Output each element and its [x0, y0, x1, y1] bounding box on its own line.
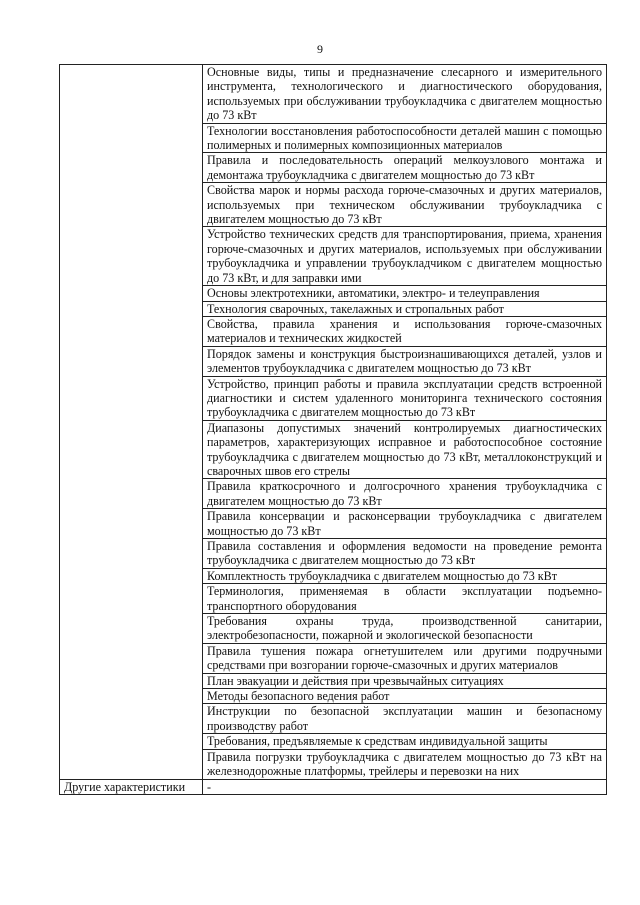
knowledge-item-text: Комплектность трубоукладчика с двигателем мощностью до 73 кВт: [207, 568, 557, 583]
knowledge-item-text: Требования охраны труда, производственной санитарии, электробезопасности, пожарной и экологической безопасности: [207, 614, 602, 643]
knowledge-item-text: Правила краткосрочного и долгосрочного хранения трубоукладчика с двигателем мощностью до 73 кВт: [207, 479, 602, 508]
other-characteristics-value: -: [203, 779, 607, 794]
knowledge-item-text: Свойства марок и нормы расхода горюче-смазочных и других материалов, используемых при техническом обслуживании трубоукладчика с двигателем мощностью до 73 кВт: [207, 183, 602, 227]
knowledge-item: [203, 227, 607, 286]
knowledge-item-text: Устройство технических средств для транспортирования, приема, хранения горюче-смазочных и других материалов, используемых при обслуживании трубоукладчика и управлении трубоукладчиком с двигателем мощностью до 73 кВт, и для заправки ими: [207, 227, 602, 285]
knowledge-item-text: Основы электротехники, автоматики, электро- и телеуправления: [207, 286, 540, 301]
knowledge-item: [203, 734, 607, 749]
knowledge-item-text: Инструкции по безопасной эксплуатации машин и безопасному производству работ: [207, 704, 602, 733]
knowledge-item-text: Технология сварочных, такелажных и стропальных работ: [207, 301, 504, 316]
page-number: 9: [317, 42, 323, 56]
knowledge-item: [203, 673, 607, 688]
knowledge-label-cell: [60, 65, 203, 780]
knowledge-item: [203, 749, 607, 779]
knowledge-item: [203, 614, 607, 644]
knowledge-item: [203, 301, 607, 316]
knowledge-item-text: Технологии восстановления работоспособности деталей машин с помощью полимерных и полимерных композиционных материалов: [207, 123, 602, 153]
knowledge-item-text: Правила составления и оформления ведомости на проведение ремонта трубоукладчика с двигателем мощностью до 73 кВт: [207, 539, 602, 568]
knowledge-item: [203, 568, 607, 583]
knowledge-item-text: Устройство, принцип работы и правила эксплуатации средств встроенной диагностики и систем удаленного мониторинга технического состояния трубоукладчика с двигателем мощностью до 73 кВт: [207, 376, 602, 420]
knowledge-item: [203, 316, 607, 346]
knowledge-item: [203, 346, 607, 376]
knowledge-item: [203, 704, 607, 734]
knowledge-item: [203, 689, 607, 704]
knowledge-item-text: Терминология, применяемая в области эксплуатации подъемно-транспортного оборудования: [207, 584, 602, 613]
knowledge-item-text: Методы безопасного ведения работ: [207, 689, 390, 704]
table-row: [60, 65, 607, 124]
knowledge-item-text: Основные виды, типы и предназначение слесарного и измерительного инструмента, технологического и диагностического оборудования, используемых при обслуживании трубоукладчика с двигателем мощностью до 73 кВт: [207, 65, 602, 123]
knowledge-item-text: Свойства, правила хранения и использования горюче-смазочных материалов и технических жидкостей: [207, 316, 602, 346]
knowledge-item: [203, 479, 607, 509]
knowledge-item: [203, 539, 607, 569]
knowledge-item: [203, 584, 607, 614]
knowledge-item-text: Порядок замены и конструкция быстроизнашивающихся деталей, узлов и элементов трубоукладчика с двигателем мощностью до 73 кВт: [207, 346, 602, 376]
knowledge-item: [203, 509, 607, 539]
knowledge-item: [203, 65, 607, 124]
knowledge-item-text: Диапазоны допустимых значений контролируемых диагностических параметров, характеризующих исправное и работоспособное состояние трубоукладчика с двигателем мощностью до 73 кВт, металлоконструкций и сварочных швов его стрелы: [207, 420, 602, 478]
knowledge-item-text: План эвакуации и действия при чрезвычайных ситуациях: [207, 673, 504, 688]
knowledge-item: [203, 643, 607, 673]
knowledge-item: [203, 123, 607, 153]
knowledge-item: [203, 286, 607, 301]
knowledge-item-text: Правила тушения пожара огнетушителем или другими подручными средствами при возгорании горюче-смазочных и других материалов: [207, 643, 602, 673]
knowledge-item: [203, 183, 607, 227]
knowledge-item-text: Требования, предъявляемые к средствам индивидуальной защиты: [207, 734, 548, 749]
other-characteristics-label: Другие характеристики: [60, 779, 203, 794]
knowledge-item-text: Правила погрузки трубоукладчика с двигателем мощностью до 73 кВт на железнодорожные платформы, трейлеры и перевозки на них: [207, 749, 602, 779]
knowledge-item-text: Правила и последовательность операций мелкоузлового монтажа и демонтажа трубоукладчика с двигателем мощностью до 73 кВт: [207, 153, 602, 182]
knowledge-item: [203, 420, 607, 479]
knowledge-item-text: Правила консервации и расконсервации трубоукладчика с двигателем мощностью до 73 кВт: [207, 509, 602, 538]
knowledge-item: [203, 153, 607, 183]
other-characteristics-row: [60, 779, 607, 794]
requirements-table: [59, 64, 607, 795]
knowledge-item: [203, 376, 607, 420]
